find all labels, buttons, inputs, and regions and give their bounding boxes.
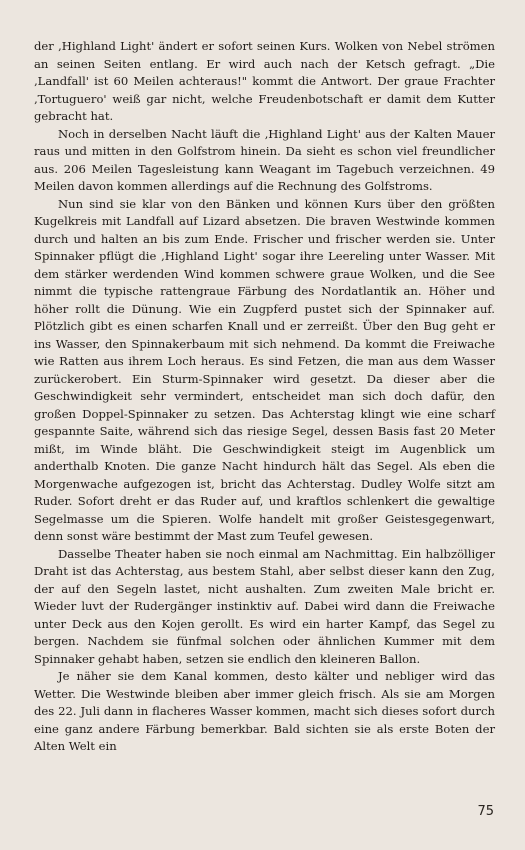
body-text bbox=[34, 38, 495, 756]
paragraph-1: der ‚Highland Light' ändert er sofort seinen Kurs. Wolken von Nebel strömen an seinen Seiten entlang. Er wird auch nach der Ketsch gefragt. „Die ‚Landfall' ist 60 Meilen achteraus!" kommt die Antwort. Der graue Frachter ‚Tortuguero' weiß gar nicht, welche Freudenbotschaft er damit dem Kutter gebracht hat. bbox=[34, 39, 495, 123]
paragraph-2: Noch in derselben Nacht läuft die ‚Highland Light' aus der Kalten Mauer raus und mitten in den Golfstrom hinein. Da sieht es schon viel freundlicher aus. 206 Meilen Tagesleistung kann Weagant im Tagebuch verzeichnen. 49 Meilen davon kommen allerdings auf die Rechnung des Golfstroms. bbox=[34, 126, 495, 193]
paragraph-5: Je näher sie dem Kanal kommen, desto kälter und nebliger wird das Wetter. Die Westwinde bleiben aber immer gleich frisch. Als sie am Morgen des 22. Juli dann in flacheres Wasser kommen, macht sich dieses sofort durch eine ganz andere Färbung bemerkbar. Bald sichten sie als erste Boten der Alten Welt ein bbox=[34, 669, 495, 753]
page-number: 75 bbox=[477, 804, 494, 819]
paragraph-4: Dasselbe Theater haben sie noch einmal am Nachmittag. Ein halbzölliger Draht ist das Achterstag, aus bestem Stahl, aber selbst dieser kann den Zug, der auf den Segeln lastet, nicht aushalten. Zum zweiten Male bricht er. Wieder luvt der Rudergänger instinktiv auf. Dabei wird dann die Freiwache unter Deck aus den Kojen gerollt. Es wird ein harter Kampf, das Segel zu bergen. Nachdem sie fünfmal solchen oder ähnlichen Kummer mit dem Spinnaker gehabt haben, setzen sie endlich den kleineren Ballon. bbox=[34, 546, 495, 666]
paragraph-3: Nun sind sie klar von den Bänken und können Kurs über den größten Kugelkreis mit Landfall auf Lizard absetzen. Die braven Westwinde kommen durch und halten an bis zum Ende. Frischer und frischer werden sie. Unter Spinnaker pflügt die ‚Highland Light' sogar ihre Leereling unter Wasser. Mit dem stärker werdenden Wind kommen schwere graue Wolken, und die See nimmt die typische rattengraue Färbung des Nordatlantik an. Höher und höher rollt die Dünung. Wie ein Zugpferd pustet sich der Spinnaker auf. Plötzlich gibt es einen scharfen Knall und er zerreißt. Über den Bug geht er ins Wasser, den Spinnakerbaum mit sich nehmend. Da kommt die Freiwache wie Ratten aus ihrem Loch heraus. Es sind Fetzen, die man aus dem Wasser zurückerobert. Ein Sturm-Spinnaker wird gesetzt. Da dieser aber die Geschwindigkeit sehr vermindert, entscheidet man sich doch dafür, den großen Doppel-Spinnaker zu setzen. Das Achterstag klingt wie eine scharf gespannte Saite, während sich das riesige Segel, dessen Basis fast 20 Meter mißt, im Winde bläht. Die Geschwindigkeit steigt im Augenblick um anderthalb Knoten. Die ganze Nacht hindurch hält das Segel. Als eben die Morgenwache aufgezogen ist, bricht das Achterstag. Dudley Wolfe sitzt am Ruder. Sofort dreht er das Ruder auf, und kraftlos schlenkert die gewaltige Segelmasse um die Spieren. Wolfe handelt mit großer Geistesgegenwart, denn sonst wäre bestimmt der Mast zum Teufel gewesen. bbox=[34, 196, 495, 543]
